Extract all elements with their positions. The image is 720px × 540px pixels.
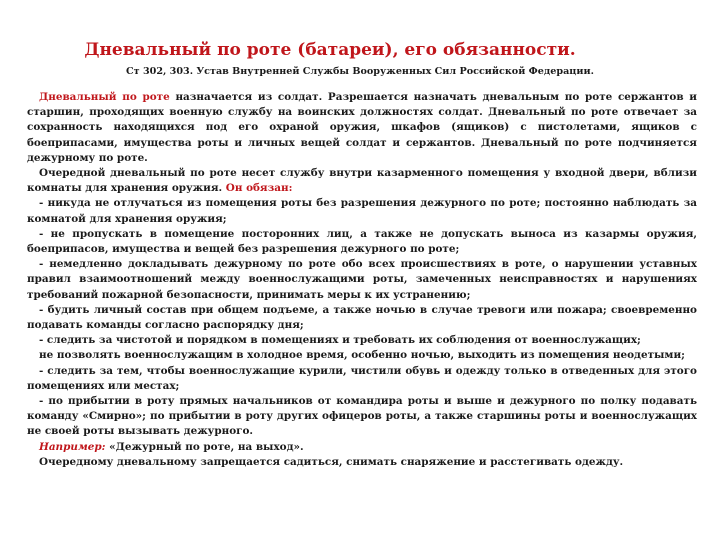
paragraph-post bbox=[27, 166, 697, 196]
page-title: Дневальный по роте (батареи), его обязанности. bbox=[84, 40, 576, 60]
post-text: Очередной дневальный по роте несет службу внутри казарменного помещения у входной двери, вблизи комнаты для хранения оружия. bbox=[27, 167, 697, 195]
duty-item: - никуда не отлучаться из помещения роты без разрешения дежурного по роте; постоянно наблюдать за комнатой для хранения оружия; bbox=[27, 197, 697, 225]
duty-item: - будить личный состав при общем подъеме, а также ночью в случае тревоги или пожара; своевременно подавать команды согласно распорядку дня; bbox=[27, 303, 697, 332]
duty-item: не позволять военнослужащим в холодное время, особенно ночью, выходить из помещения неодетыми; bbox=[39, 349, 685, 362]
intro-text: назначается из солдат. Разрешается назначать дневальным по роте сержантов и старшин, проходящих военную службу на воинских должностях солдат. Дневальный по роте отвечает за сохранность находящихся под его охраной оружия, шкафов (ящиков) с пистолетами, ящиков с боеприпасами, имущества роты и личных вещей солдат и сержантов. Дневальный по роте подчиняется дежурному по роте. bbox=[27, 91, 697, 164]
duty-item: - следить за тем, чтобы военнослужащие курили, чистили обувь и одежду только в отведенных для этого помещениях или местах; bbox=[27, 364, 697, 392]
example-label: Например: bbox=[39, 440, 106, 453]
paragraph-prohibition: Очередному дневальному запрещается садиться, снимать снаряжение и расстегивать одежду. bbox=[39, 455, 624, 468]
document-body bbox=[27, 90, 697, 470]
duty-item: - следить за чистотой и порядком в помещениях и требовать их соблюдения от военнослужащих; bbox=[39, 334, 641, 347]
example-text: «Дежурный по роте, на выход». bbox=[105, 440, 304, 453]
duty-item: - не пропускать в помещение посторонних лиц, а также не допускать выноса из казармы оружия, боеприпасов, имущества и вещей без разрешения дежурного по роте; bbox=[27, 227, 697, 256]
paragraph-intro bbox=[27, 90, 697, 166]
duty-item: - по прибытии в роту прямых начальников от командира роты и выше и дежурного по полку подавать команду «Смирно»; по прибытии в роту других офицеров роты, а также старшины роты и военнослужащих не своей роты вызывать дежурного. bbox=[27, 395, 697, 438]
duty-item: - немедленно докладывать дежурному по роте обо всех происшествиях в роте, о нарушении уставных правил взаимоотношений между военнослужащими роты, замеченных неисправностях и нарушениях требований пожарной безопасности, принимать меры к их устранению; bbox=[27, 258, 697, 301]
term-daily-officer: Дневальный по роте bbox=[39, 91, 170, 103]
paragraph-example bbox=[27, 440, 697, 455]
page-subtitle: Ст 302, 303. Устав Внутренней Службы Вооруженных Сил Российской Федерации. bbox=[126, 66, 594, 77]
obliged-label: Он обязан: bbox=[225, 182, 293, 195]
